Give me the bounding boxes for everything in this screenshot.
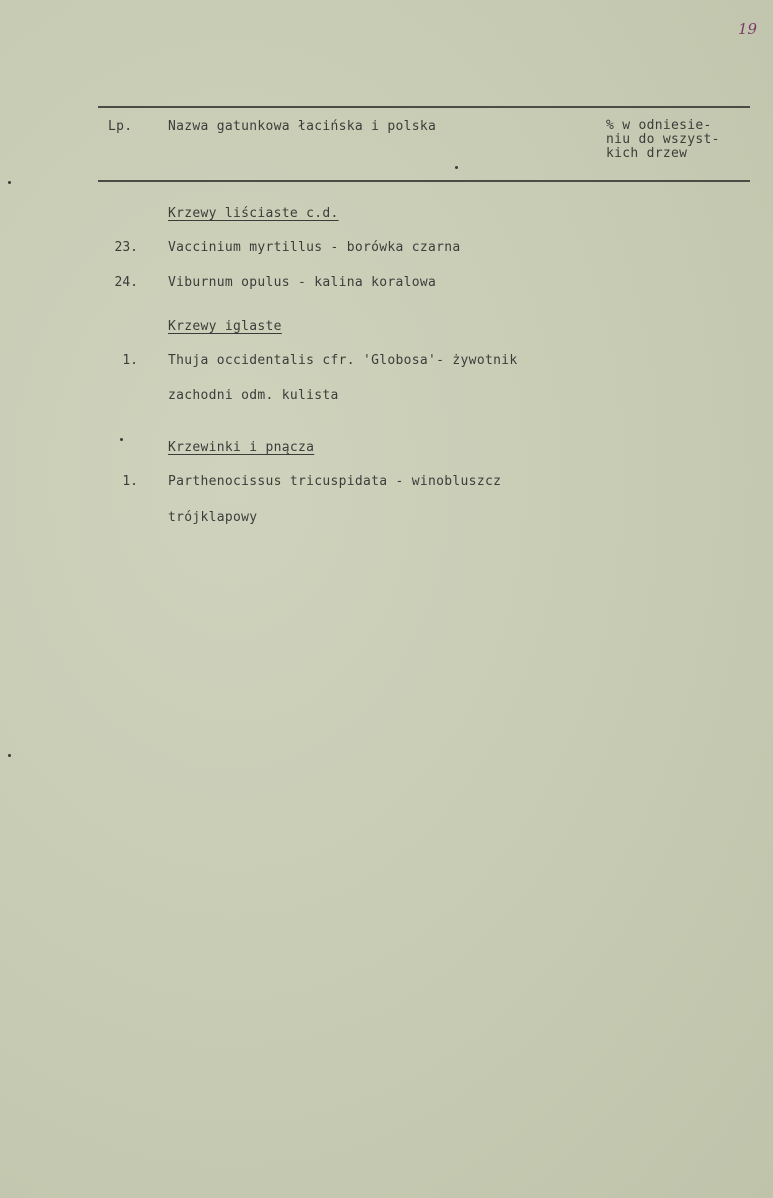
table-header-top-rule [98, 106, 750, 108]
section-title-coniferous-shrubs: Krzewy iglaste [168, 319, 282, 334]
section-title-dwarf-shrubs-climbers: Krzewinki i pnącza [168, 440, 315, 455]
entry-text: Thuja occidentalis cfr. 'Globosa'- żywotnik [168, 353, 518, 368]
paper-mark [8, 181, 11, 184]
paper-mark [8, 754, 11, 757]
section-title-deciduous-shrubs: Krzewy liściaste c.d. [168, 206, 339, 221]
entry-text-continued: trójklapowy [168, 510, 258, 525]
entry-number: 23. [114, 240, 138, 255]
entry-text: Viburnum opulus - kalina koralowa [168, 275, 437, 290]
paper-mark [120, 438, 123, 441]
paper-mark [455, 166, 458, 169]
page-number: 19 [738, 20, 758, 38]
table-header-bottom-rule [98, 180, 750, 182]
header-species-name: Nazwa gatunkowa łacińska i polska [168, 119, 437, 134]
entry-number: 1. [122, 474, 138, 489]
header-lp: Lp. [108, 119, 133, 134]
entry-text: Parthenocissus tricuspidata - winobluszcz [168, 474, 502, 489]
entry-text-continued: zachodni odm. kulista [168, 388, 339, 403]
header-percent: % w odniesie- niu do wszyst- kich drzew [606, 118, 720, 161]
entry-number: 1. [122, 353, 138, 368]
entry-number: 24. [114, 275, 138, 290]
entry-text: Vaccinium myrtillus - borówka czarna [168, 240, 461, 255]
